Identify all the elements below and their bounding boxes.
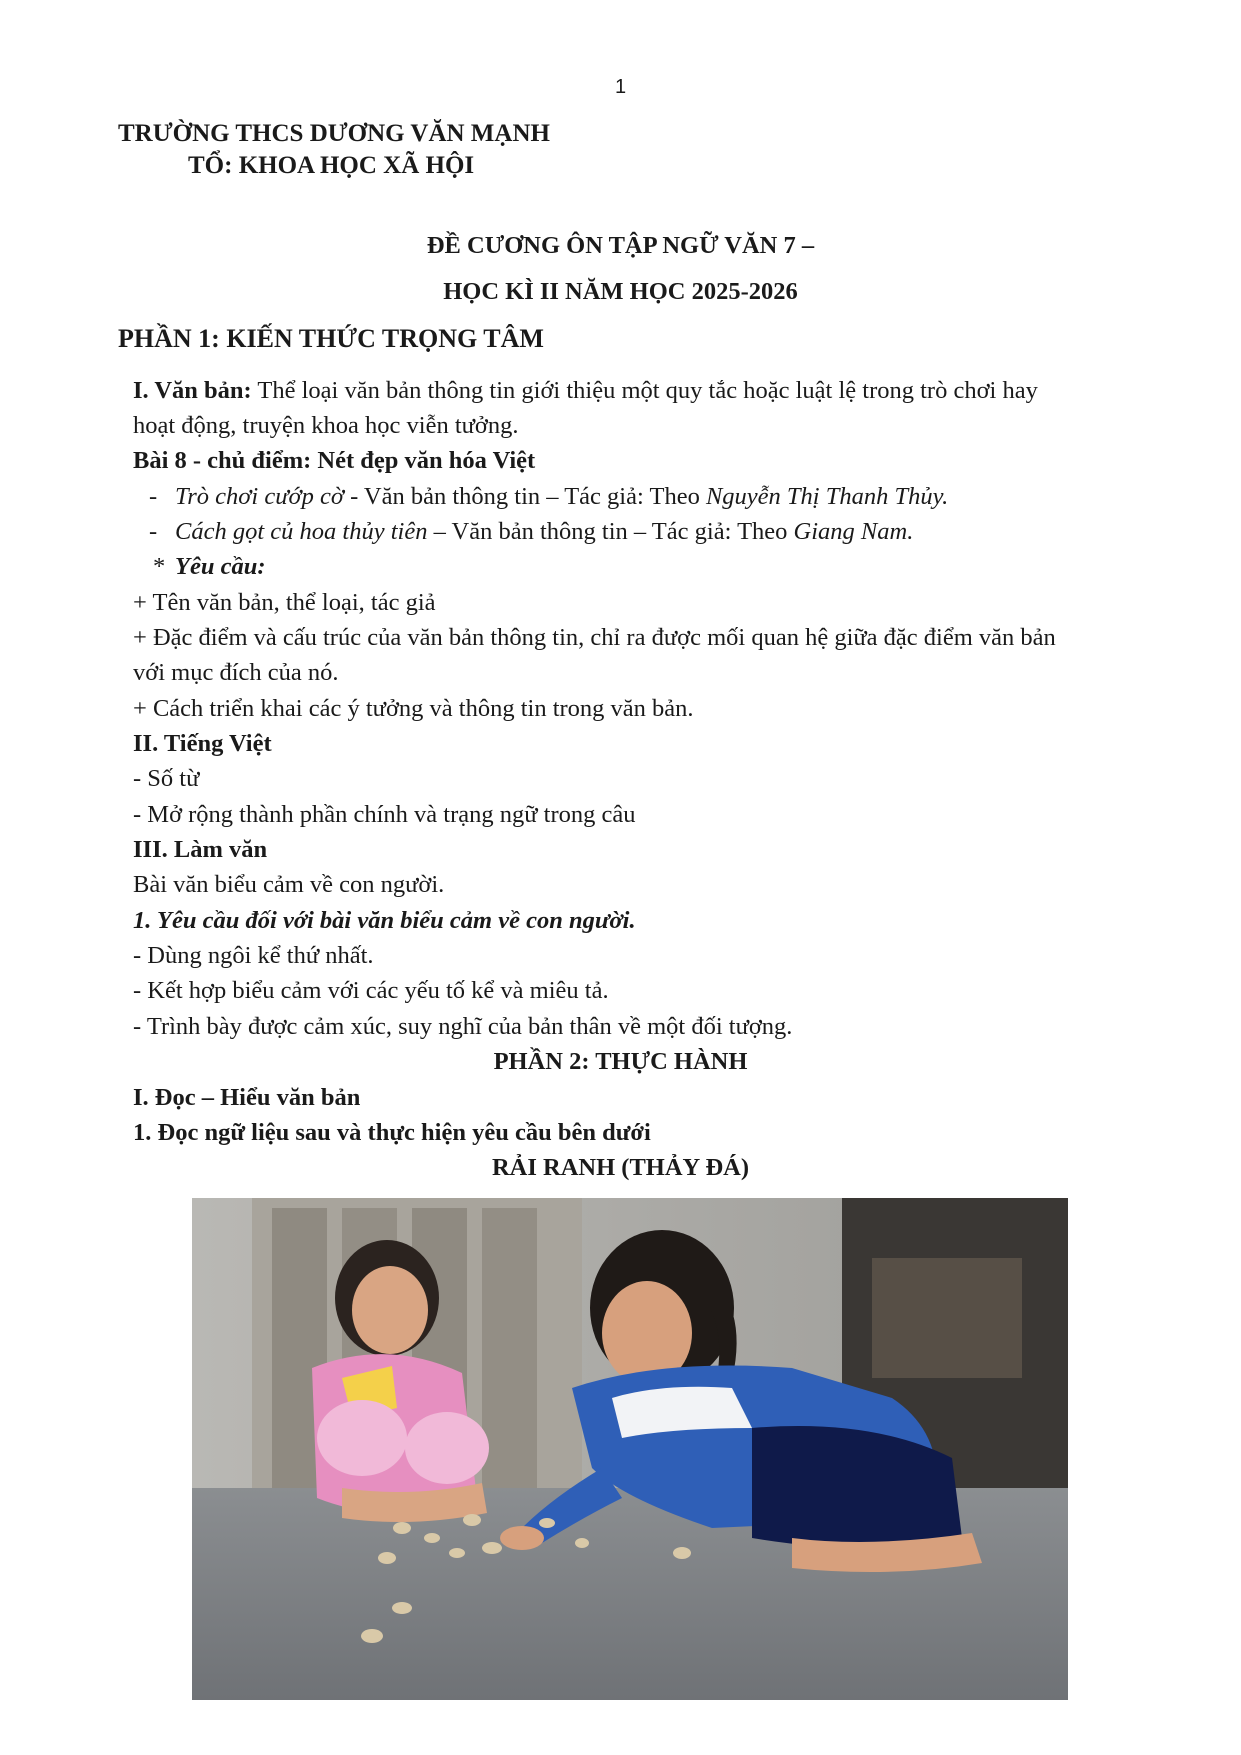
section2-item-1: - Số từ	[133, 765, 200, 792]
section1-text: Thể loại văn bản thông tin giới thiệu một quy tắc hoặc luật lệ trong trò chơi hay	[251, 377, 1038, 404]
text-meta: - Văn bản thông tin – Tác giả: Theo	[343, 483, 706, 510]
requirement-1: + Tên văn bản, thể loại, tác giả	[133, 589, 436, 616]
requirements-label	[133, 553, 266, 581]
section3-heading: III. Làm văn	[133, 836, 268, 863]
list-item-text-2	[133, 518, 913, 546]
section3-item-1: - Dùng ngôi kể thứ nhất.	[133, 942, 374, 969]
part1-heading: PHẦN 1: KIẾN THỨC TRỌNG TÂM	[118, 324, 544, 353]
bullet-dash: -	[149, 483, 158, 510]
passage-title: RẢI RANH (THẢY ĐÁ)	[491, 1154, 749, 1181]
star-bullet: *	[153, 553, 166, 580]
lesson-heading: Bài 8 - chủ điểm: Nét đẹp văn hóa Việt	[133, 447, 536, 474]
text-title: Cách gọt củ hoa thủy tiên	[175, 518, 428, 545]
text-author: Giang Nam.	[793, 518, 914, 545]
text-author: Nguyễn Thị Thanh Thủy.	[705, 483, 949, 510]
section2-heading: II. Tiếng Việt	[133, 730, 272, 757]
section1-line-2: hoạt động, truyện khoa học viễn tưởng.	[133, 412, 519, 439]
girl-left-knees	[405, 1412, 489, 1484]
requirement-2a: + Đặc điểm và cấu trúc của văn bản thông tin, chỉ ra được mối quan hệ giữa đặc điểm văn bản	[133, 624, 1056, 651]
section3-text: Bài văn biểu cảm về con người.	[133, 871, 445, 898]
section1-label: I. Văn bản:	[133, 377, 252, 404]
group-name: TỔ: KHOA HỌC XÃ HỘI	[188, 152, 475, 179]
section2-item-2: - Mở rộng thành phần chính và trạng ngữ trong câu	[133, 801, 636, 828]
part2-section1: I. Đọc – Hiểu văn bản	[133, 1084, 361, 1111]
list-item-text-1	[133, 483, 948, 511]
girl-right-hand	[500, 1526, 544, 1550]
girl-left-knees	[317, 1400, 407, 1476]
requirements-title: Yêu cầu:	[175, 553, 266, 580]
school-name: TRƯỜNG THCS DƯƠNG VĂN MẠNH	[118, 120, 550, 147]
part2-task: 1. Đọc ngữ liệu sau và thực hiện yêu cầu bên dưới	[133, 1119, 651, 1146]
section1-line-1	[133, 377, 1038, 405]
girl-left-face	[352, 1266, 428, 1354]
requirement-2b: với mục đích của nó.	[133, 659, 339, 686]
title-line-1: ĐỀ CƯƠNG ÔN TẬP NGỮ VĂN 7 –	[426, 232, 815, 259]
requirement-3: + Cách triển khai các ý tưởng và thông tin trong văn bản.	[133, 695, 694, 722]
section3-subheading: 1. Yêu cầu đối với bài văn biểu cảm về con người.	[133, 907, 636, 934]
title-line-2: HỌC KÌ II NĂM HỌC 2025-2026	[443, 278, 798, 305]
photo-illustration	[192, 1198, 1068, 1700]
section3-item-2: - Kết hợp biểu cảm với các yếu tố kể và miêu tả.	[133, 977, 609, 1004]
bullet-dash: -	[149, 518, 158, 545]
interior	[872, 1258, 1022, 1378]
page-number: 1	[614, 76, 627, 98]
part2-heading: PHẦN 2: THỰC HÀNH	[493, 1048, 748, 1075]
door-panel	[482, 1208, 537, 1488]
text-title: Trò chơi cướp cờ	[175, 483, 344, 510]
text-meta: – Văn bản thông tin – Tác giả: Theo	[427, 518, 794, 545]
children-playing-photo	[192, 1198, 1068, 1700]
section3-item-3: - Trình bày được cảm xúc, suy nghĩ của bản thân về một đối tượng.	[133, 1013, 793, 1040]
